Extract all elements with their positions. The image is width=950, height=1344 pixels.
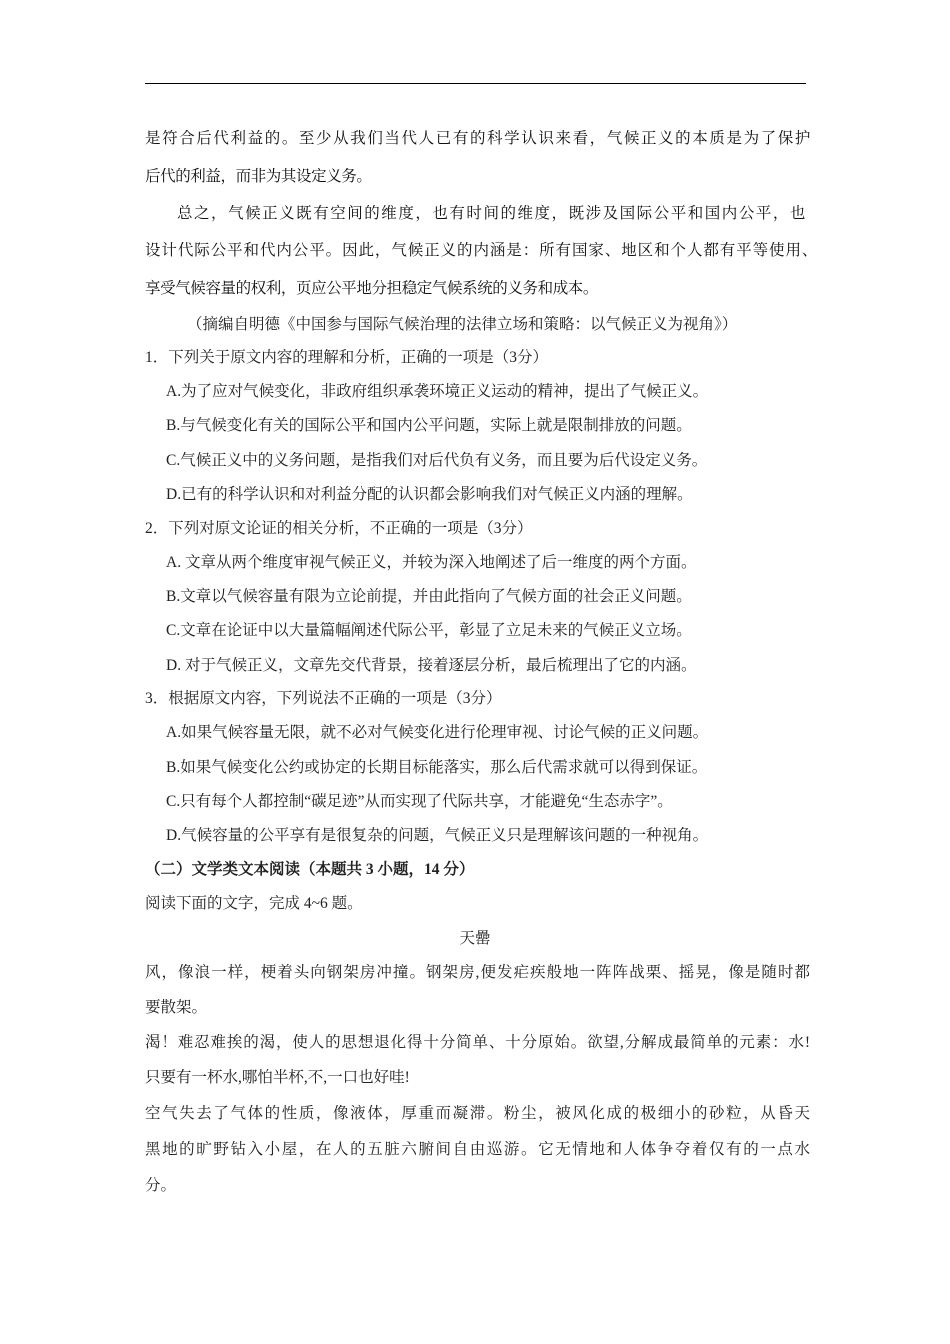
question-option: C.气候正义中的义务问题，是指我们对后代负有义务，而且要为后代设定义务。: [166, 452, 708, 469]
question-option: B.如果气候变化公约或协定的长期目标能落实，那么后代需求就可以得到保证。: [166, 759, 708, 776]
question-option: D.已有的科学认识和对利益分配的认识都会影响我们对气候正义内涵的理解。: [166, 486, 693, 503]
passage-source: （摘编自明德《中国参与国际气候治理的法律立场和策略：以气候正义为视角》）: [187, 316, 738, 333]
passage-line: 总之，气候正义既有空间的维度，也有时间的维度，既涉及国际公平和国内公平，也: [177, 204, 805, 222]
question-option: C.文章在论证中以大量篇幅阐述代际公平，彰显了立足未来的气候正义立场。: [166, 622, 692, 639]
question-option: B.文章以气候容量有限为立论前提，并由此指向了气候方面的社会正义问题。: [166, 588, 692, 605]
story-line: 只要有一杯水,哪怕半杯,不,一口也好哇!: [145, 1069, 410, 1086]
story-line: 要散架。: [145, 999, 208, 1016]
section-heading: （二）文学类文本阅读（本题共 3 小题，14 分）: [145, 861, 475, 878]
question-option: D. 对于气候正义，文章先交代背景，接着逐层分析，最后梳理出了它的内涵。: [166, 657, 697, 674]
story-title: 天罍: [459, 930, 491, 947]
story-line: 风，像浪一样，梗着头向钢架房冲撞。钢架房,便发疟疾般地一阵阵战栗、摇晃，像是随时都: [145, 964, 810, 981]
question-option: A. 文章从两个维度审视气候正义，并较为深入地阐述了后一维度的两个方面。: [166, 554, 697, 571]
header-rule: [145, 83, 806, 84]
question-stem: 3．根据原文内容，下列说法不正确的一项是（3分）: [145, 690, 502, 707]
question-stem: 1．下列关于原文内容的理解和分析，正确的一项是（3分）: [145, 349, 549, 366]
story-line: 渴！难忍难挨的渴，使人的思想退化得十分简单、十分原始。欲望,分解成最简单的元素：水!: [145, 1034, 810, 1051]
passage-line: 后代的利益，而非为其设定义务。: [145, 167, 372, 185]
story-line: 空气失去了气体的性质，像液体，厚重而凝滞。粉尘，被风化成的极细小的砂粒，从昏天: [145, 1105, 810, 1122]
question-option: A.为了应对气候变化，非政府组织承袭环境正义运动的精神，提出了气候正义。: [166, 383, 709, 400]
section-instruction: 阅读下面的文字，完成 4~6 题。: [145, 895, 363, 912]
question-stem: 2．下列对原文论证的相关分析，不正确的一项是（3分）: [145, 520, 533, 537]
question-option: C.只有每个人都控制“碳足迹”从而实现了代际共享，才能避免“生态赤字”。: [166, 793, 673, 810]
question-option: B.与气候变化有关的国际公平和国内公平问题，实际上就是限制排放的问题。: [166, 417, 692, 434]
story-line: 黑地的旷野钻入小屋，在人的五脏六腑间自由巡游。它无情地和人体争夺着仅有的一点水: [145, 1141, 810, 1158]
story-line: 分。: [145, 1177, 177, 1194]
passage-line: 享受气候容量的权利，页应公平地分担稳定气候系统的义务和成本。: [145, 279, 599, 297]
question-option: A.如果气候容量无限，就不必对气候变化进行伦理审视、讨论气候的正义问题。: [166, 724, 709, 741]
passage-line: 是符合后代利益的。至少从我们当代人已有的科学认识来看，气候正义的本质是为了保护: [145, 129, 810, 147]
question-option: D.气候容量的公平享有是很复杂的问题，气候正义只是理解该问题的一种视角。: [166, 827, 709, 844]
passage-line: 设计代际公平和代内公平。因此，气候正义的内涵是：所有国家、地区和个人都有平等使用、: [145, 241, 817, 259]
